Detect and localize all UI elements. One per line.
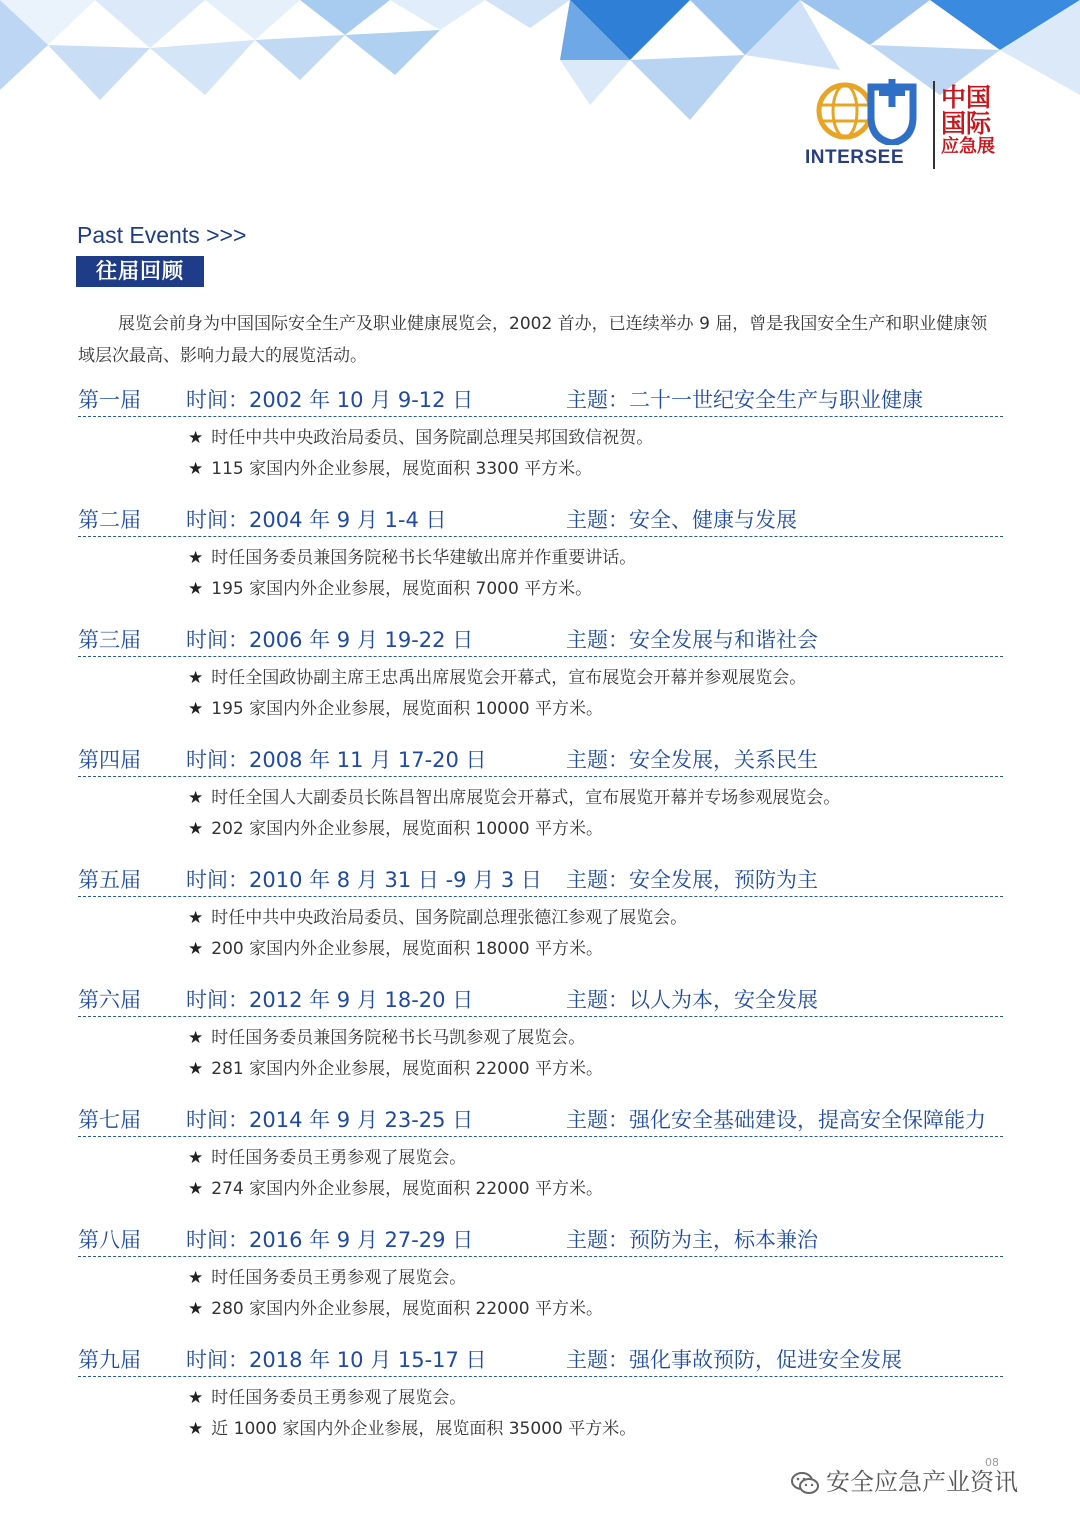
star-icon: ★ bbox=[188, 1419, 204, 1439]
event-note-text: 280 家国内外企业参展，展览面积 22000 平方米。 bbox=[211, 1299, 603, 1319]
event-theme: 主题：强化安全基础建设，提高安全保障能力 bbox=[566, 1108, 986, 1132]
star-icon: ★ bbox=[188, 908, 204, 928]
star-icon: ★ bbox=[188, 1059, 204, 1079]
event-item bbox=[78, 501, 1003, 621]
star-icon: ★ bbox=[188, 819, 204, 839]
event-notes bbox=[78, 897, 1003, 965]
event-time: 时间：2004 年 9 月 1-4 日 bbox=[186, 508, 447, 532]
event-note-text: 近 1000 家国内外企业参展，展览面积 35000 平方米。 bbox=[211, 1419, 637, 1439]
event-note-text: 195 家国内外企业参展，展览面积 7000 平方米。 bbox=[211, 579, 593, 599]
event-notes bbox=[78, 777, 1003, 845]
star-icon: ★ bbox=[188, 1268, 204, 1288]
event-note bbox=[188, 1054, 1003, 1085]
event-time: 时间：2018 年 10 月 15-17 日 bbox=[186, 1348, 487, 1372]
event-time: 时间：2006 年 9 月 19-22 日 bbox=[186, 628, 474, 652]
event-note bbox=[188, 1143, 1003, 1174]
event-edition: 第二届 bbox=[78, 508, 141, 532]
event-header bbox=[78, 741, 1003, 777]
event-note bbox=[188, 1263, 1003, 1294]
event-time: 时间：2016 年 9 月 27-29 日 bbox=[186, 1228, 474, 1252]
event-note bbox=[188, 1174, 1003, 1205]
section-title-chinese: 往届回顾 bbox=[76, 256, 204, 287]
logo-cn-line2: 国际 bbox=[941, 109, 992, 138]
event-edition: 第一届 bbox=[78, 388, 141, 412]
star-icon: ★ bbox=[188, 1148, 204, 1168]
event-note bbox=[188, 1414, 1003, 1445]
section-title-english: Past Events >>> bbox=[77, 222, 247, 248]
event-notes bbox=[78, 1257, 1003, 1325]
event-item bbox=[78, 381, 1003, 501]
logo-wordmark: INTERSEE bbox=[805, 147, 905, 168]
event-theme: 主题：安全发展，关系民生 bbox=[566, 748, 818, 772]
globe-shield-icon bbox=[813, 77, 923, 145]
events-list bbox=[78, 381, 1003, 1461]
star-icon: ★ bbox=[188, 548, 204, 568]
event-notes bbox=[78, 537, 1003, 605]
event-note-text: 200 家国内外企业参展，展览面积 18000 平方米。 bbox=[211, 939, 603, 959]
event-theme: 主题：二十一世纪安全生产与职业健康 bbox=[566, 388, 923, 412]
event-edition: 第三届 bbox=[78, 628, 141, 652]
event-theme: 主题：安全发展，预防为主 bbox=[566, 868, 818, 892]
event-header bbox=[78, 381, 1003, 417]
event-time: 时间：2008 年 11 月 17-20 日 bbox=[186, 748, 487, 772]
event-note-text: 时任全国人大副委员长陈昌智出席展览会开幕式，宣布展览开幕并专场参观展览会。 bbox=[211, 788, 841, 808]
star-icon: ★ bbox=[188, 1028, 204, 1048]
event-theme: 主题：预防为主，标本兼治 bbox=[566, 1228, 818, 1252]
event-note-text: 时任中共中央政治局委员、国务院副总理吴邦国致信祝贺。 bbox=[211, 428, 654, 448]
event-note bbox=[188, 663, 1003, 694]
event-note bbox=[188, 783, 1003, 814]
wechat-icon bbox=[790, 1470, 820, 1496]
event-note bbox=[188, 814, 1003, 845]
event-header bbox=[78, 621, 1003, 657]
event-header bbox=[78, 501, 1003, 537]
event-notes bbox=[78, 1377, 1003, 1445]
event-note-text: 281 家国内外企业参展，展览面积 22000 平方米。 bbox=[211, 1059, 603, 1079]
event-note bbox=[188, 1383, 1003, 1414]
logo-cn-line1: 中国 bbox=[941, 83, 992, 112]
event-edition: 第七届 bbox=[78, 1108, 141, 1132]
event-note bbox=[188, 574, 1003, 605]
event-note bbox=[188, 1294, 1003, 1325]
event-note-text: 时任中共中央政治局委员、国务院副总理张德江参观了展览会。 bbox=[211, 908, 688, 928]
event-item bbox=[78, 741, 1003, 861]
event-note bbox=[188, 454, 1003, 485]
event-note bbox=[188, 1023, 1003, 1054]
event-header bbox=[78, 981, 1003, 1017]
star-icon: ★ bbox=[188, 1299, 204, 1319]
event-item bbox=[78, 981, 1003, 1101]
event-note-text: 时任国务委员王勇参观了展览会。 bbox=[211, 1388, 467, 1408]
star-icon: ★ bbox=[188, 939, 204, 959]
star-icon: ★ bbox=[188, 1179, 204, 1199]
event-note bbox=[188, 903, 1003, 934]
star-icon: ★ bbox=[188, 1388, 204, 1408]
watermark-text: 安全应急产业资讯 bbox=[826, 1468, 1018, 1496]
star-icon: ★ bbox=[188, 699, 204, 719]
event-note bbox=[188, 934, 1003, 965]
event-note-text: 时任国务委员王勇参观了展览会。 bbox=[211, 1148, 467, 1168]
event-theme: 主题：安全发展与和谐社会 bbox=[566, 628, 818, 652]
event-note bbox=[188, 423, 1003, 454]
event-edition: 第六届 bbox=[78, 988, 141, 1012]
event-note-text: 时任国务委员王勇参观了展览会。 bbox=[211, 1268, 467, 1288]
star-icon: ★ bbox=[188, 459, 204, 479]
event-note-text: 202 家国内外企业参展，展览面积 10000 平方米。 bbox=[211, 819, 603, 839]
event-edition: 第八届 bbox=[78, 1228, 141, 1252]
event-item bbox=[78, 861, 1003, 981]
event-edition: 第五届 bbox=[78, 868, 141, 892]
star-icon: ★ bbox=[188, 579, 204, 599]
logo-chinese-text bbox=[941, 85, 1005, 157]
event-theme: 主题：强化事故预防，促进安全发展 bbox=[566, 1348, 902, 1372]
event-time: 时间：2010 年 8 月 31 日 -9 月 3 日 bbox=[186, 868, 542, 892]
page-number: 08 bbox=[985, 1456, 999, 1469]
event-time: 时间：2012 年 9 月 18-20 日 bbox=[186, 988, 474, 1012]
event-header bbox=[78, 1101, 1003, 1137]
event-theme: 主题：以人为本，安全发展 bbox=[566, 988, 818, 1012]
event-item bbox=[78, 1101, 1003, 1221]
star-icon: ★ bbox=[188, 428, 204, 448]
intro-paragraph: 展览会前身为中国国际安全生产及职业健康展览会，2002 首办，已连续举办 9 届，曾是我国安全生产和职业健康领域层次最高、影响力最大的展览活动。 bbox=[78, 314, 988, 366]
logo-cn-line3: 应急展 bbox=[941, 136, 995, 157]
event-note-text: 时任国务委员兼国务院秘书长马凯参观了展览会。 bbox=[211, 1028, 586, 1048]
event-notes bbox=[78, 657, 1003, 725]
event-note-text: 时任全国政协副主席王忠禹出席展览会开幕式，宣布展览会开幕并参观展览会。 bbox=[211, 668, 807, 688]
event-notes bbox=[78, 1017, 1003, 1085]
event-edition: 第九届 bbox=[78, 1348, 141, 1372]
event-theme: 主题：安全、健康与发展 bbox=[566, 508, 797, 532]
event-note-text: 时任国务委员兼国务院秘书长华建敏出席并作重要讲话。 bbox=[211, 548, 637, 568]
event-header bbox=[78, 1221, 1003, 1257]
event-time: 时间：2002 年 10 月 9-12 日 bbox=[186, 388, 474, 412]
event-edition: 第四届 bbox=[78, 748, 141, 772]
event-note bbox=[188, 694, 1003, 725]
event-header bbox=[78, 1341, 1003, 1377]
event-item bbox=[78, 621, 1003, 741]
event-time: 时间：2014 年 9 月 23-25 日 bbox=[186, 1108, 474, 1132]
star-icon: ★ bbox=[188, 788, 204, 808]
event-item bbox=[78, 1341, 1003, 1461]
event-notes bbox=[78, 417, 1003, 485]
event-item bbox=[78, 1221, 1003, 1341]
intersee-logo bbox=[805, 75, 1005, 175]
wechat-watermark bbox=[790, 1462, 1018, 1497]
star-icon: ★ bbox=[188, 668, 204, 688]
event-note-text: 274 家国内外企业参展，展览面积 22000 平方米。 bbox=[211, 1179, 603, 1199]
event-notes bbox=[78, 1137, 1003, 1205]
event-header bbox=[78, 861, 1003, 897]
logo-divider bbox=[933, 81, 935, 169]
event-note-text: 115 家国内外企业参展，展览面积 3300 平方米。 bbox=[211, 459, 593, 479]
event-note-text: 195 家国内外企业参展，展览面积 10000 平方米。 bbox=[211, 699, 603, 719]
event-note bbox=[188, 543, 1003, 574]
